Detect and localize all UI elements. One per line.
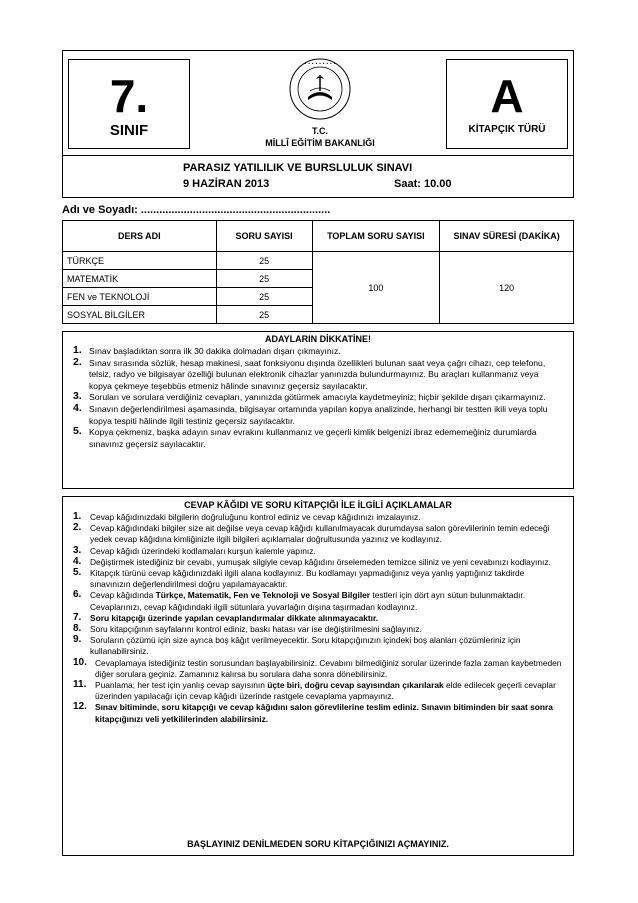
footer-warning: BAŞLAYINIZ DENİLMEDEN SORU KİTAPÇIĞINIZI AÇMAYINIZ. [187,839,449,849]
notice-title: ADAYLARIN DİKKATİNE! [264,334,371,344]
header-duration: SINAV SÜRESİ (DAKİKA) [440,221,574,252]
subjects-table [62,220,574,324]
subject-name: SOSYAL BİLGİLER [63,306,217,324]
subject-count: 25 [216,306,312,324]
subject-count: 25 [216,288,312,306]
list-item: 1. Cevap kâğıdınızdaki bilgilerin doğruluğunu kontrol ediniz ve cevap kâğıdınızı imzalayınız. [73,511,421,522]
ministry-line-tc: T.C. [311,126,328,136]
list-item: 8. Soru kitapçığının sayfalarını kontrol ediniz, baskı hatası var ise değiştirilmesini sağlayınız. [73,623,422,635]
grade-number: 7. [109,70,149,122]
booklet-label: KİTAPÇIK TÜRÜ [468,124,546,135]
list-item: 2. Sınav sırasında sözlük, hesap makinesi, saat fonksiyonu dışında özellikleri bulunan saat veya çağrı cihazı, cep telefonu, telsiz, radyo ve bilgisayar özelliği bulunan elektronik cihazlar yanınızda bulundurmayınız. Bu araçları kullanmanız veya kopya çekmeye teşebbüs etmeniz hâlinde sınavınız geçersiz sayılacaktır. [73,355,546,391]
list-item: 6. Cevap kâğıdında Türkçe, Matematik, Fen ve Teknoloji ve Sosyal Bilgiler testleri için dört ayrı sütun bulunmaktadır. Cevaplarınızı, cevap kâğıdındaki ilgili sütunlara yuvarlağın dışına taşırmadan kodlayınız. [73,589,526,612]
exam-time: Saat: 10.00 [394,178,452,190]
list-item: 3. Cevap kâğıdı üzerindeki kodlamaları kurşun kalemle yapınız. [73,544,316,556]
exam-title-box [63,155,573,197]
list-item: 3. Soruları ve sorulara verdiğiniz cevapları, yanınızda götürmek amacıyla kaydetmeyiniz; hiçbir şekilde dışarı çıkarmayınız. [73,390,546,403]
header-total: TOPLAM SORU SAYISI [312,221,440,252]
list-item: 1. Sınav başladıktan sonra ilk 30 dakika dolmadan dışarı çıkmayınız. [73,344,341,356]
subject-name: FEN ve TEKNOLOJİ [63,288,217,306]
answer-sheet-rules [62,496,574,856]
booklet-letter: A [490,70,524,122]
booklet-type-box [446,59,568,149]
subject-name: TÜRKÇE [63,252,217,270]
table-row [63,252,574,270]
booklet-header [62,50,574,198]
list-item: 5. Kopya çekmeniz, başka adayın sınav evrakını kullanmanız ve geçerli kimlik belgenizi ibraz edememeğiniz durumlarda sınavınız geçersiz sayılacaktır. [73,425,537,449]
grade-label: SINIF [109,122,149,139]
list-item: 12. Sınav bitiminde, soru kitapçığı ve cevap kâğıdını salon görevlilerine teslim ediniz. Sınavın bitiminden bir saat sonra kitapçığınızı veli yetkililerinden alabilirsiniz. [73,701,553,724]
list-item: 4. Sınavın değerlendirilmesi aşamasında, bilgisayar ortamında yapılan kopya analizinde, herhangi bir testten ikili veya toplu kopya tespiti hâlinde ilgili testiniz geçersiz sayılacaktır. [73,401,548,426]
candidate-notice [62,331,574,489]
subject-name: MATEMATİK [63,270,217,288]
grade-box [68,59,190,149]
subject-count: 25 [216,270,312,288]
total-questions: 100 [312,252,440,324]
list-item: 2. Cevap kâğıdındaki bilgiler size ait değilse veya cevap kâğıdı kullanılmayacak durumdaysa salon görevlilerinin temin edeceği yedek cevap kâğıdına kimliğinizle ilgili bilgileri açıklamalar doğrultusunda yazınız ve kodlayınız. [73,522,550,545]
ministry-line-name: MİLLÎ EĞİTİM BAKANLIĞI [265,138,375,148]
header-subject: DERS ADI [63,221,217,252]
list-item: 9. Soruların çözümü için size ayrıca boş kâğıt verilmeyecektir. Soru kitapçığınızın içindeki boş alanları çözümleriniz için kullanabilirsiniz. [73,634,521,657]
list-item: 4. Değiştirmek istediğiniz bir cevabı, yumuşak silgiyle cevap kâğıdını örselemeden temizce siliniz ve yeni cevabınızı kodlayınız. [73,555,551,567]
ministry-seal-icon [288,57,352,121]
exam-duration: 120 [440,252,574,324]
list-item: 11. Puanlama; her test için yanlış cevap sayısının üçte biri, doğru cevap sayısından çıkarılarak elde edilecek geçerli cevaplar üzerinden yapılacağı için cevap kâğıdı üzerinde rastgele cevaplama yapmayınız. [73,679,556,702]
svg-text:• • • • • • • • •: • • • • • • • • • [304,61,336,66]
exam-date: 9 HAZİRAN 2013 [183,178,270,190]
name-field[interactable]: Adı ve Soyadı: .............................................................. [62,204,331,216]
list-item: 10. Cevaplamaya istediğiniz testin sorusundan başlayabilirsiniz. Cevabını bilmediğiniz sorular üzerinde fazla zaman kaybetmeden diğer sorulara geçiniz. Zamanınız kalırsa bu sorulara daha sonra dönebilirsiniz. [73,656,562,679]
subject-count: 25 [216,252,312,270]
list-item: 7. Soru kitapçığı üzerinde yapılan cevaplandırmalar dikkate alınmayacaktır. [73,611,379,623]
exam-title: PARASIZ YATILILIK VE BURSLULUK SINAVI [183,162,413,174]
header-count: SORU SAYISI [216,221,312,252]
rules-title: CEVAP KÂĞIDI VE SORU KİTAPÇIĞI İLE İLGİLİ AÇIKLAMALAR [184,500,452,510]
list-item: 5. Kitapçık türünü cevap kâğıdınızdaki ilgili alana kodlayınız. Bu kodlamayı yapmadığınız veya yanlış yaptığınız takdirde sınavınızın değerlendirilmesi doğru yapılamayacaktır. [73,567,525,590]
ministry-name [198,125,442,149]
